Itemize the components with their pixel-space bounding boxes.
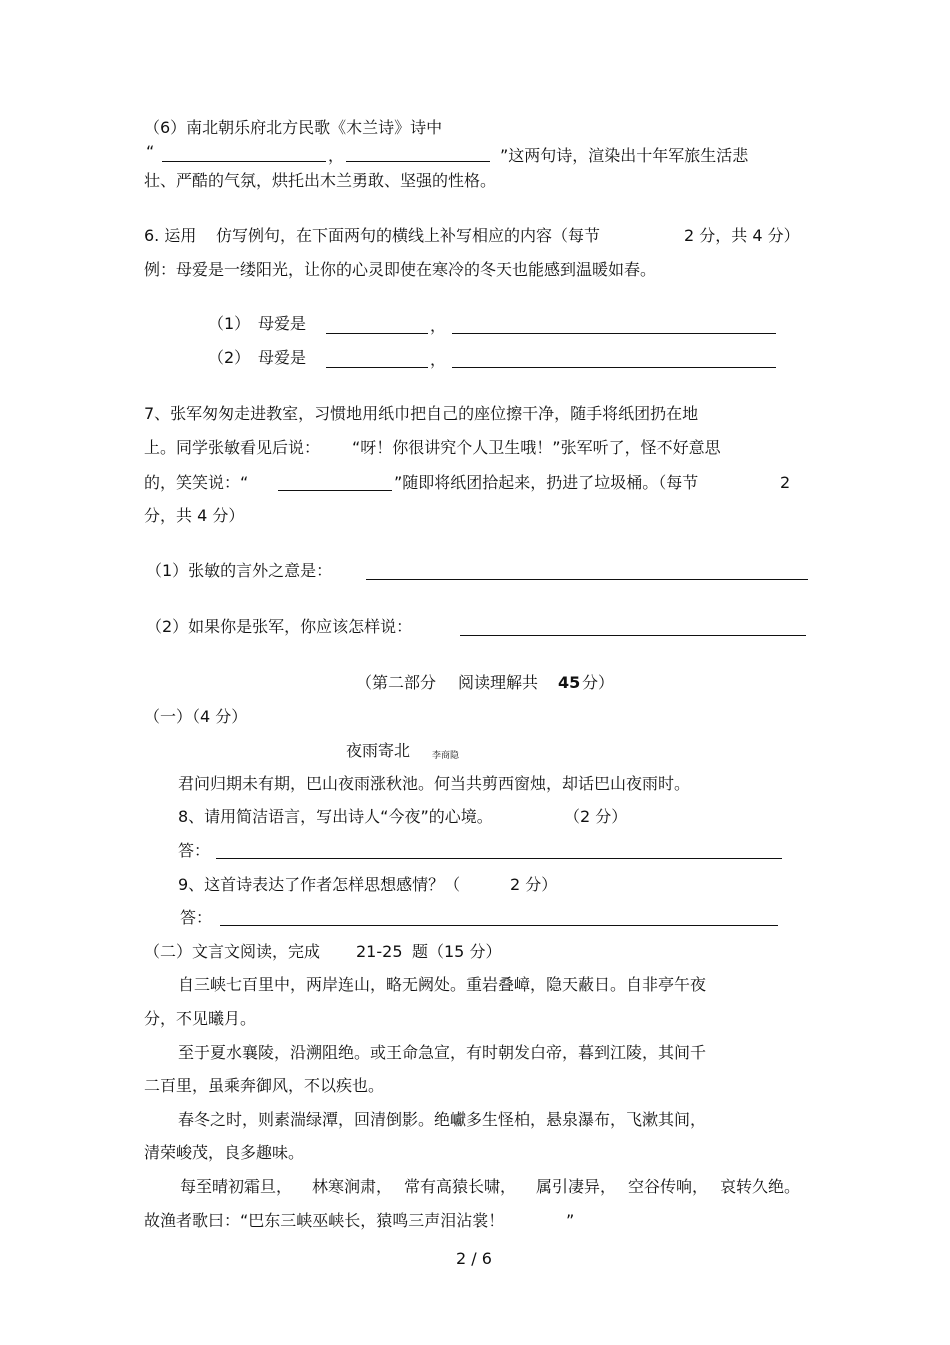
poem-title: 夜雨寄北: [346, 741, 411, 760]
classical-section-range: 21-25: [356, 942, 403, 961]
q8-answer-blank[interactable]: [216, 858, 782, 859]
classical-p4-seg-e: 空谷传响，: [628, 1177, 709, 1196]
classical-section-label: （二）文言文阅读，完成: [144, 942, 321, 961]
part2-heading-score: 45: [558, 673, 581, 692]
q6-item2-blank-2[interactable]: [452, 367, 776, 368]
classical-p4-seg-b: 林寒涧肃，: [312, 1177, 393, 1196]
classical-p3-line2: 清荣峻茂，良多趣味。: [144, 1143, 305, 1162]
q9-score: 2 分）: [510, 875, 558, 894]
classical-p1-line1: 自三峡七百里中，两岸连山，略无阙处。重岩叠嶂，隐天蔽日。自非亭午夜: [178, 975, 707, 994]
classical-p4-seg-a: 每至晴初霜旦，: [180, 1177, 293, 1196]
poem-author: 李商隐: [432, 751, 460, 761]
q7-line3-b: ”随即将纸团拾起来，扔进了垃圾桶。（每节: [394, 473, 699, 492]
q7-sub2-blank[interactable]: [460, 635, 806, 636]
q6-item1-blank-1[interactable]: [326, 333, 428, 334]
q6-example: 例：母爱是一缕阳光，让你的心灵即使在寒冷的冬天也能感到温暖如春。: [144, 260, 657, 279]
q8-score: （2 分）: [564, 807, 628, 826]
q7-line2-a: 上。同学张敏看见后说：: [144, 438, 321, 457]
q7-line3-c: 2: [780, 473, 791, 492]
q6-item1-blank-2[interactable]: [452, 333, 776, 334]
q6-item2-blank-1[interactable]: [326, 367, 428, 368]
q5-6-blank-2[interactable]: [346, 161, 490, 162]
classical-p3-line1: 春冬之时，则素湍绿潭，回清倒影。绝巘多生怪柏，悬泉瀑布，飞漱其间，: [178, 1110, 707, 1129]
classical-p4-seg-c: 常有高猿长啸，: [404, 1177, 517, 1196]
q5-6-line2-tail: ”这两句诗，渲染出十年军旅生活悲: [500, 146, 749, 165]
q7-line3-a: 的，笑笑说：“: [144, 473, 249, 492]
classical-p2-line2: 二百里，虽乘奔御风，不以疾也。: [144, 1076, 385, 1095]
q6-line1-c: 2 分，共 4 分）: [684, 226, 800, 245]
q6-item2-comma: ，: [430, 350, 447, 369]
part2-heading-c: 分）: [582, 673, 615, 692]
q7-line3-blank[interactable]: [278, 490, 392, 491]
q5-6-open-quote: “: [146, 142, 155, 161]
q6-item2-label: 母爱是: [258, 348, 307, 367]
poem-text: 君问归期未有期，巴山夜雨涨秋池。何当共剪西窗烛，却话巴山夜雨时。: [178, 774, 691, 793]
q9-text: 9、这首诗表达了作者怎样思想感情？（: [178, 875, 461, 894]
q5-6-comma: ，: [328, 146, 345, 165]
part2-heading-a: （第二部分: [356, 673, 437, 692]
page-number: 2 / 6: [456, 1249, 492, 1268]
q6-item2-num: （2）: [208, 348, 251, 367]
poem-section-label: （一）（4 分）: [144, 707, 248, 726]
q5-6-line1: （6）南北朝乐府北方民歌《木兰诗》诗中: [144, 118, 443, 137]
q6-item1-num: （1）: [208, 314, 251, 333]
q6-item1-comma: ，: [430, 316, 447, 335]
classical-section-label-tail: 题（15 分）: [412, 942, 502, 961]
q5-6-line3: 壮、严酷的气氛，烘托出木兰勇敢、坚强的性格。: [144, 171, 497, 190]
classical-p4-line2: 故渔者歌曰：“巴东三峡巫峡长，猿鸣三声泪沾裳！: [144, 1211, 505, 1230]
q7-line2-b: “呀！你很讲究个人卫生哦！”张军听了，怪不好意思: [352, 438, 721, 457]
q6-item1-label: 母爱是: [258, 314, 307, 333]
part2-heading-b: 阅读理解共: [458, 673, 539, 692]
q7-line1: 7、张军匆匆走进教室，习惯地用纸巾把自己的座位擦干净，随手将纸团扔在地: [144, 404, 699, 423]
q9-answer-blank[interactable]: [220, 925, 778, 926]
q8-answer-label: 答：: [178, 841, 211, 860]
classical-p2-line1: 至于夏水襄陵，沿溯阻绝。或王命急宣，有时朝发白帝，暮到江陵，其间千: [178, 1043, 707, 1062]
classical-p4-close-quote: ”: [566, 1211, 575, 1230]
q7-sub2-label: （2）如果你是张军，你应该怎样说：: [146, 617, 413, 636]
classical-p1-line2: 分，不见曦月。: [144, 1009, 257, 1028]
q8-text: 8、请用简洁语言，写出诗人“今夜”的心境。: [178, 807, 493, 826]
q6-line1-a: 6. 运用: [144, 226, 197, 245]
q9-answer-label: 答：: [180, 908, 213, 927]
classical-p4-seg-d: 属引凄异，: [536, 1177, 617, 1196]
q7-sub1-blank[interactable]: [366, 579, 808, 580]
q5-6-blank-1[interactable]: [162, 161, 326, 162]
q7-sub1-label: （1）张敏的言外之意是：: [146, 561, 333, 580]
q7-line4: 分，共 4 分）: [144, 506, 245, 525]
classical-p4-seg-f: 哀转久绝。: [720, 1177, 801, 1196]
q6-line1-b: 仿写例句，在下面两句的横线上补写相应的内容（每节: [216, 226, 601, 245]
